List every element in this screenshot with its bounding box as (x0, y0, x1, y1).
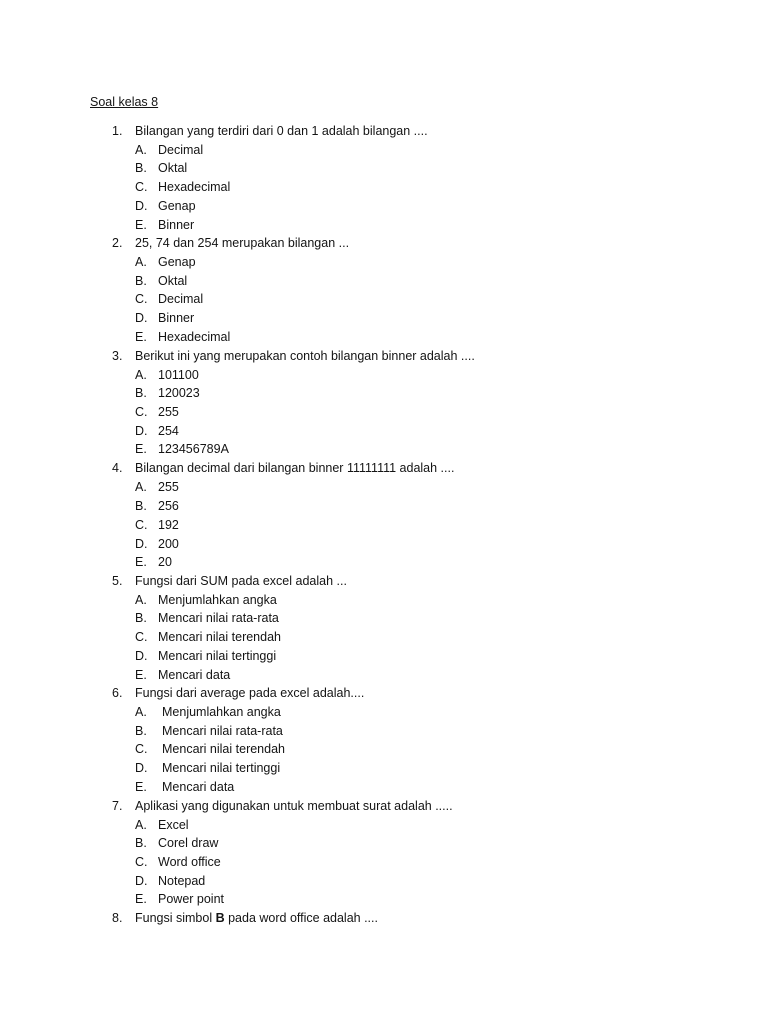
option-text: Oktal (158, 274, 188, 288)
option-letter: E. (135, 330, 147, 344)
question-text: Bilangan decimal dari bilangan binner 11111111 adalah .... (135, 461, 455, 475)
option-text: 254 (158, 424, 179, 438)
option-text: Mencari data (162, 780, 235, 794)
option-text: Menjumlahkan angka (162, 705, 281, 719)
option-letter: E. (135, 668, 147, 682)
option-text: Mencari nilai tertinggi (158, 649, 277, 663)
option-letter: B. (135, 499, 147, 513)
option-letter: D. (135, 537, 148, 551)
option-letter: C. (135, 292, 148, 306)
option-letter: B. (135, 161, 147, 175)
option-text: Hexadecimal (158, 180, 231, 194)
option-text: Notepad (158, 874, 206, 888)
question-text (135, 911, 378, 926)
option-letter: E. (135, 780, 147, 794)
option-letter: B. (135, 611, 147, 625)
option-letter: D. (135, 761, 148, 775)
option-text: Mencari data (158, 668, 231, 682)
option-text: Hexadecimal (158, 330, 231, 344)
option-text: Corel draw (158, 836, 219, 850)
option-text: 123456789A (158, 442, 229, 456)
option-letter: A. (135, 368, 147, 382)
option-letter: B. (135, 724, 147, 738)
option-letter: A. (135, 143, 147, 157)
question-number: 1. (112, 124, 123, 138)
question-text: Fungsi dari average pada excel adalah.... (135, 686, 365, 700)
question-text: 25, 74 dan 254 merupakan bilangan ... (135, 236, 350, 250)
option-letter: B. (135, 386, 147, 400)
option-letter: E. (135, 892, 147, 906)
question-number: 5. (112, 574, 123, 588)
option-text: 20 (158, 555, 172, 569)
option-letter: B. (135, 836, 147, 850)
option-text: 255 (158, 405, 179, 419)
bold-symbol-text: B (215, 911, 225, 925)
option-text: Decimal (158, 292, 204, 306)
option-letter: C. (135, 405, 148, 419)
question-number: 2. (112, 236, 123, 250)
option-letter: E. (135, 555, 147, 569)
document-title: Soal kelas 8 (90, 95, 159, 109)
question-number: 4. (112, 461, 123, 475)
question-number: 8. (112, 911, 123, 925)
option-letter: C. (135, 855, 148, 869)
question-number: 6. (112, 686, 123, 700)
option-text: 255 (158, 480, 179, 494)
option-letter: A. (135, 593, 147, 607)
option-text: Binner (158, 218, 195, 232)
option-letter: D. (135, 199, 148, 213)
option-letter: C. (135, 630, 148, 644)
question-text: Fungsi dari SUM pada excel adalah ... (135, 574, 347, 588)
question-text-after: pada word office adalah .... (224, 911, 378, 925)
option-text: Oktal (158, 161, 188, 175)
option-text: 101100 (158, 368, 199, 382)
question-number: 3. (112, 349, 123, 363)
option-letter: E. (135, 442, 147, 456)
option-letter: C. (135, 742, 148, 756)
option-text: 120023 (158, 386, 200, 400)
option-text: Decimal (158, 143, 204, 157)
option-letter: D. (135, 649, 148, 663)
option-text: Word office (158, 855, 221, 869)
option-text: Menjumlahkan angka (158, 593, 277, 607)
option-letter: C. (135, 518, 148, 532)
option-text: Excel (158, 818, 189, 832)
option-text: Binner (158, 311, 195, 325)
question-text-before: Fungsi simbol (135, 911, 216, 925)
option-text: Mencari nilai terendah (162, 742, 285, 756)
option-text: Mencari nilai tertinggi (162, 761, 281, 775)
option-letter: A. (135, 480, 147, 494)
option-letter: A. (135, 705, 147, 719)
option-text: Genap (158, 255, 196, 269)
option-text: Mencari nilai rata-rata (158, 611, 279, 625)
option-letter: E. (135, 218, 147, 232)
option-letter: A. (135, 818, 147, 832)
option-text: Mencari nilai rata-rata (162, 724, 283, 738)
option-letter: D. (135, 424, 148, 438)
option-letter: D. (135, 874, 148, 888)
question-text: Aplikasi yang digunakan untuk membuat surat adalah ..... (135, 799, 453, 813)
question-text: Bilangan yang terdiri dari 0 dan 1 adalah bilangan .... (135, 124, 428, 138)
option-text: Genap (158, 199, 196, 213)
option-letter: C. (135, 180, 148, 194)
option-letter: A. (135, 255, 147, 269)
option-text: 192 (158, 518, 179, 532)
option-text: Mencari nilai terendah (158, 630, 281, 644)
question-text: Berikut ini yang merupakan contoh bilangan binner adalah .... (135, 349, 475, 363)
option-letter: B. (135, 274, 147, 288)
option-letter: D. (135, 311, 148, 325)
option-text: 200 (158, 537, 179, 551)
option-text: 256 (158, 499, 179, 513)
question-number: 7. (112, 799, 123, 813)
option-text: Power point (158, 892, 225, 906)
